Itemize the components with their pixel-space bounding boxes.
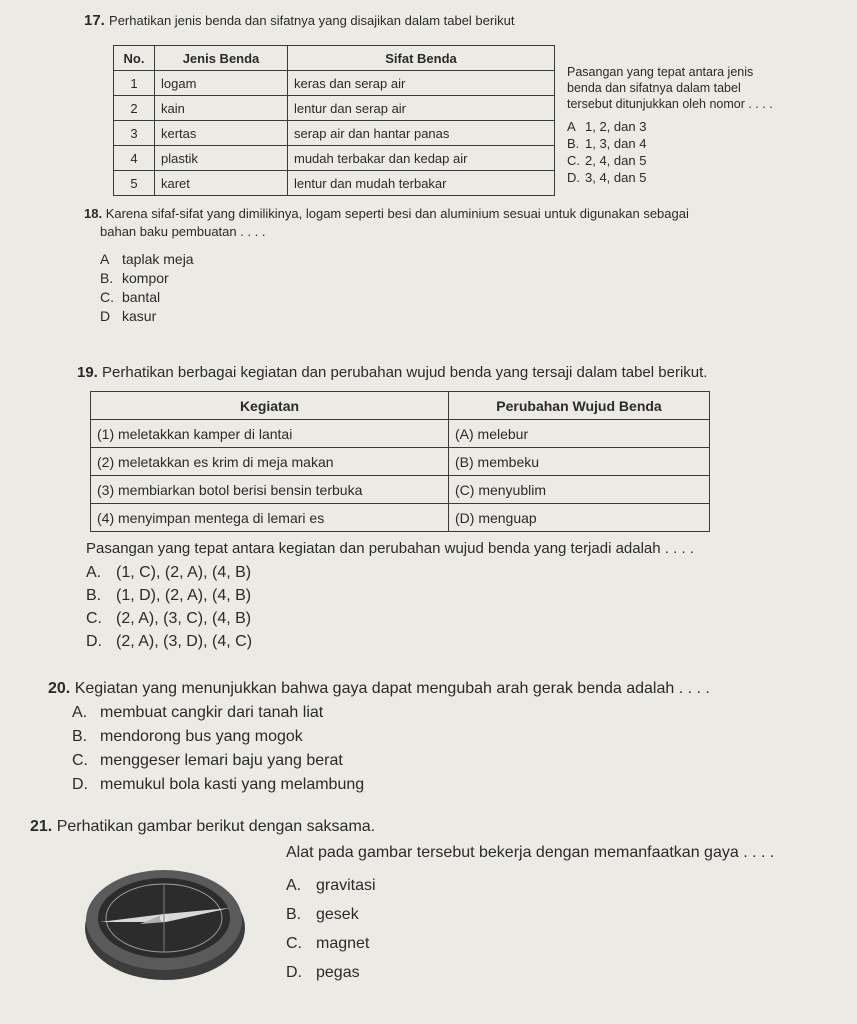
table-row xyxy=(91,476,710,504)
option-letter: C. xyxy=(72,752,88,769)
option-text: pegas xyxy=(316,964,360,981)
option-letter: A xyxy=(100,251,110,267)
option-text: (1, D), (2, A), (4, B) xyxy=(116,587,252,604)
option-letter: B. xyxy=(72,728,88,745)
table-row xyxy=(114,171,555,196)
option-letter: C. xyxy=(100,289,114,305)
option[interactable] xyxy=(567,135,646,152)
table-row xyxy=(91,420,710,448)
option-text: membuat cangkir dari tanah liat xyxy=(100,704,324,721)
table-cell: lentur dan serap air xyxy=(288,96,555,121)
option-text: 1, 3, dan 4 xyxy=(585,136,647,151)
q17-options xyxy=(567,118,646,186)
table-cell: kertas xyxy=(155,121,288,146)
option[interactable] xyxy=(72,725,364,749)
option-text: gesek xyxy=(316,906,359,923)
option-text: mendorong bus yang mogok xyxy=(100,728,303,745)
table-row xyxy=(114,96,555,121)
option-text: memukul bola kasti yang melambung xyxy=(100,776,365,793)
option[interactable] xyxy=(72,773,364,797)
option-text: 3, 4, dan 5 xyxy=(585,170,647,185)
q21-number: 21. xyxy=(30,818,53,835)
option[interactable] xyxy=(100,250,194,269)
option-letter: A. xyxy=(72,704,88,721)
table-cell: (A) melebur xyxy=(449,420,710,448)
q18-text-line2: bahan baku pembuatan . . . . xyxy=(100,224,266,239)
option-text: kasur xyxy=(122,308,157,324)
q17-number: 17. xyxy=(84,12,105,29)
option-text: magnet xyxy=(316,935,370,952)
q19-number: 19. xyxy=(77,364,98,381)
table-header-cell: Kegiatan xyxy=(91,392,449,420)
option[interactable] xyxy=(86,561,252,584)
option-letter: D. xyxy=(286,964,302,981)
table-cell: logam xyxy=(155,71,288,96)
q17-side-line: Pasangan yang tepat antara jenis xyxy=(567,65,754,79)
option-text: taplak meja xyxy=(122,251,194,267)
table-cell: lentur dan mudah terbakar xyxy=(288,171,555,196)
option-letter: B. xyxy=(286,906,302,923)
option-letter: C. xyxy=(567,153,580,168)
table-cell: 2 xyxy=(114,96,155,121)
table-cell: serap air dan hantar panas xyxy=(288,121,555,146)
table-cell: 4 xyxy=(114,146,155,171)
table-cell: (B) membeku xyxy=(449,448,710,476)
q21-text: Perhatikan gambar berikut dengan saksama. xyxy=(56,818,376,835)
option[interactable] xyxy=(567,152,646,169)
q21-options xyxy=(286,871,376,987)
table-header-row xyxy=(114,46,555,71)
table-cell: (2) meletakkan es krim di meja makan xyxy=(91,448,449,476)
option[interactable] xyxy=(72,701,364,725)
option[interactable] xyxy=(286,871,376,900)
table-cell: 1 xyxy=(114,71,155,96)
q17-side-line: tersebut ditunjukkan oleh nomor . . . . xyxy=(567,97,773,111)
q19-options xyxy=(86,561,252,653)
table-row xyxy=(114,146,555,171)
table-cell: (3) membiarkan botol berisi bensin terbuka xyxy=(91,476,449,504)
option-text: (2, A), (3, C), (4, B) xyxy=(116,610,252,627)
table-cell: keras dan serap air xyxy=(288,71,555,96)
option-text: bantal xyxy=(122,289,161,305)
option-text: 2, 4, dan 5 xyxy=(585,153,647,168)
table-row xyxy=(114,71,555,96)
option-letter: A. xyxy=(286,877,302,894)
table-cell: kain xyxy=(155,96,288,121)
option-letter: B. xyxy=(100,270,114,286)
q18-stem xyxy=(84,205,689,241)
q18-text-line1: Karena sifaf-sifat yang dimilikinya, logam seperti besi dan aluminium sesuai untuk digunakan sebagai xyxy=(105,206,689,221)
table-header-cell: Sifat Benda xyxy=(288,46,555,71)
option-letter: D xyxy=(100,308,111,324)
option-text: (2, A), (3, D), (4, C) xyxy=(116,633,253,650)
q17-side-text xyxy=(567,64,773,112)
q19-table xyxy=(90,391,710,532)
option-letter: A. xyxy=(86,564,102,581)
table-header-row xyxy=(91,392,710,420)
option[interactable] xyxy=(286,900,376,929)
q17-side-line: benda dan sifatnya dalam tabel xyxy=(567,81,741,95)
compass-image xyxy=(80,862,250,984)
option-letter: D. xyxy=(86,633,102,650)
table-header-cell: Jenis Benda xyxy=(155,46,288,71)
q17-table xyxy=(113,45,555,196)
option[interactable] xyxy=(86,607,252,630)
option[interactable] xyxy=(100,269,194,288)
q19-question: Pasangan yang tepat antara kegiatan dan perubahan wujud benda yang terjadi adalah . . . . xyxy=(86,540,694,557)
option[interactable] xyxy=(567,169,646,186)
option[interactable] xyxy=(100,288,194,307)
table-cell: (4) menyimpan mentega di lemari es xyxy=(91,504,449,532)
q17-stem xyxy=(84,12,514,29)
table-row xyxy=(91,448,710,476)
option-letter: C. xyxy=(86,610,102,627)
table-header-cell: No. xyxy=(114,46,155,71)
table-cell: (C) menyublim xyxy=(449,476,710,504)
option-letter: B. xyxy=(86,587,102,604)
option[interactable] xyxy=(567,118,646,135)
option[interactable] xyxy=(286,929,376,958)
table-cell: mudah terbakar dan kedap air xyxy=(288,146,555,171)
q18-number: 18. xyxy=(84,206,103,221)
q19-text: Perhatikan berbagai kegiatan dan perubahan wujud benda yang tersaji dalam tabel berikut. xyxy=(102,364,708,381)
table-header-cell: Perubahan Wujud Benda xyxy=(449,392,710,420)
option-text: 1, 2, dan 3 xyxy=(585,119,647,134)
q21-side-text: Alat pada gambar tersebut bekerja dengan memanfaatkan gaya . . . . xyxy=(286,844,775,861)
q18-options xyxy=(100,250,194,326)
option-letter: D. xyxy=(72,776,88,793)
table-cell: plastik xyxy=(155,146,288,171)
option[interactable] xyxy=(286,958,376,987)
table-cell: 3 xyxy=(114,121,155,146)
option-letter: B. xyxy=(567,136,580,151)
option[interactable] xyxy=(72,749,364,773)
table-cell: karet xyxy=(155,171,288,196)
q20-text: Kegiatan yang menunjukkan bahwa gaya dapat mengubah arah gerak benda adalah . . . . xyxy=(74,680,710,697)
option[interactable] xyxy=(100,307,194,326)
option-text: gravitasi xyxy=(316,877,376,894)
option-letter: A xyxy=(567,119,576,134)
table-cell: 5 xyxy=(114,171,155,196)
table-row xyxy=(114,121,555,146)
option[interactable] xyxy=(86,630,252,653)
option-letter: C. xyxy=(286,935,302,952)
table-row xyxy=(91,504,710,532)
table-cell: (1) meletakkan kamper di lantai xyxy=(91,420,449,448)
q19-stem xyxy=(77,364,707,381)
option-letter: D. xyxy=(567,170,580,185)
option-text: kompor xyxy=(122,270,169,286)
option-text: menggeser lemari baju yang berat xyxy=(100,752,343,769)
table-cell: (D) menguap xyxy=(449,504,710,532)
option[interactable] xyxy=(86,584,252,607)
q20-options xyxy=(72,701,364,797)
q21-stem xyxy=(30,818,375,836)
q20-number: 20. xyxy=(48,680,71,697)
q20-stem xyxy=(48,680,710,698)
option-text: (1, C), (2, A), (4, B) xyxy=(116,564,252,581)
q17-text: Perhatikan jenis benda dan sifatnya yang disajikan dalam tabel berikut xyxy=(109,13,515,28)
